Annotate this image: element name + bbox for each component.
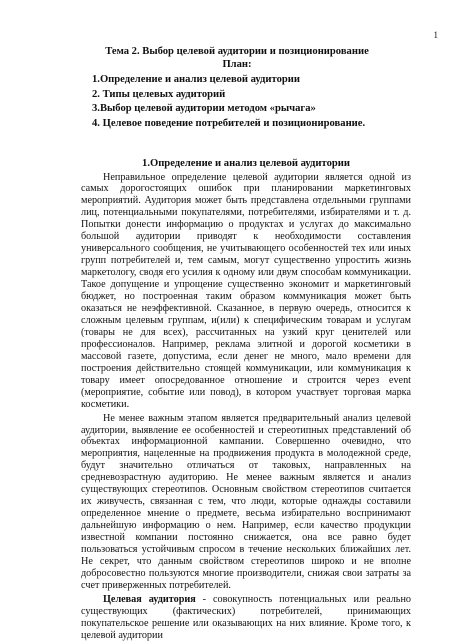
plan-title: План: [222,59,252,70]
defined-term: Целевая аудитория [103,593,196,605]
plan-item-4: 4. Целевое поведение потребителей и позиционирование. [92,117,366,129]
paragraph-2: Не менее важным этапом является предварительный анализ целевой аудитории, выявление ее особенностей и стереотипных представлений об объектах информационной кампании. Совершенно очевидно, что мероприятия, нацеленные на продвижения продукта в молодежной среде, будут значительно отличаться от таковых, направленных на средневозрастную аудиторию. Не менее важным является и анализ существующих стереотипов. Основным свойством стереотипов считается их живучесть, связанная с тем, что люди, которые однажды составили определенное мнение о предмете, весьма избирательно воспринимают дальнейшую информацию о нем. Например, если качество продукции известной компании постоянно снижается, она все равно будет пользоваться устойчивым спросом в течение нескольких ближайших лет. Не секрет, что данным свойством стереотипов широко и не вполне добросовестно пользуются многие производители, снижая свои затраты за счет приверженных потребителей. [81,412,411,591]
section-heading: 1.Определение и анализ целевой аудитории [142,158,350,169]
paragraph-definition [81,594,411,642]
page-number: 1 [433,30,438,40]
document-header [0,45,474,129]
plan-list [92,73,365,131]
paragraph-1: Неправильное определение целевой аудитории является одной из самых дорогостоящих ошибок при планировании маркетинговых мероприятий. Аудитория может быть представлена отдельными группами лиц, потенциальными покупателями, потребителями, избирателями и т. д. Попытки донести информацию о продуктах и услугах до максимально большой аудитории приводят к необходимости составления универсального сообщения, не учитывающего особенностей тех или иных групп потребителей и, тем самым, могут существенно упростить жизнь маркетологу, сводя его усилия к одному или двум способам коммуникации. Такое допущение и упрощение существенно экономит и маркетинговый бюджет, но построенная таким образом коммуникация может быть оказаться не неэффективной. Сказанное, в первую очередь, относится к сложным целевым группам, и(или) к специфическим товарам и услугам (товары не для всех), рассчитанных на узкий круг ценителей или профессионалов. Например, реклама элитной и дорогой косметики в массовой газете, допустима, если денег не много, мало времени для построения действительно стоящей коммуникации, или коммуникация к товару имеет опосредованное отношение и строится через event (мероприятие, событие или повод), в котором участвует торговая марка косметики. [81,171,411,410]
plan-item-2: 2. Типы целевых аудиторий [92,88,226,100]
plan-item-1: 1.Определение и анализ целевой аудитории [92,74,300,85]
plan-item-3: 3.Выбор целевой аудитории методом «рычага» [92,103,316,115]
document-title: Тема 2. Выбор целевой аудитории и позиционирование [105,46,369,57]
definition-text: - совокупность потенциальных или реально существующих (фактических) потребителей, принимающих покупательское решение или оказывающих на них влияние. Кроме того, к целевой аудитории [81,593,411,641]
document-body [81,158,411,642]
